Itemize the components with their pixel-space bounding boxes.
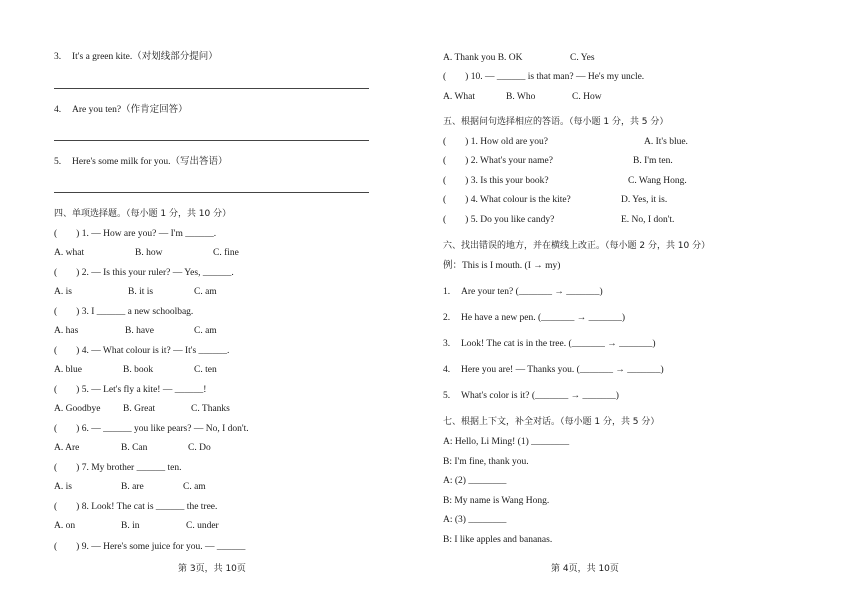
option-c[interactable]: C. am (194, 326, 217, 336)
option-b[interactable]: B. it is (128, 287, 154, 297)
answer-line[interactable] (54, 192, 369, 193)
option-c[interactable]: C. Do (188, 443, 211, 453)
option-b[interactable]: B. Great (123, 404, 156, 414)
section6-title: 六、找出错误的地方，并在横线上改正。（每小题 2 分，共 10 分） (443, 241, 711, 251)
dialogue-line: B: My name is Wang Hong. (443, 496, 550, 506)
section4-title: 四、单项选择题。（每小题 1 分，共 10 分） (54, 209, 232, 219)
option-a[interactable]: A. is (54, 287, 72, 297)
rewrite-item-3: 3. It's a green kite.（对划线部分提问） (54, 52, 218, 62)
rewrite-item-5: 5. Here's some milk for you.（写出答语） (54, 157, 228, 167)
match-answer: E. No, I don't. (621, 215, 675, 225)
option-a[interactable]: A. Goodbye (54, 404, 101, 414)
option-b[interactable]: B. Who (506, 92, 536, 102)
option-c[interactable]: C. How (572, 92, 602, 102)
option-a[interactable]: A. is (54, 482, 72, 492)
option-c[interactable]: C. under (186, 521, 219, 531)
match-question: ( ) 1. How old are you? (443, 137, 549, 147)
question: ( ) 8. Look! The cat is ______ the tree. (54, 502, 218, 512)
option-a[interactable]: A. on (54, 521, 76, 531)
question: ( ) 10. — ______ is that man? — He's my uncle. (443, 72, 645, 82)
dialogue-line: B: I'm fine, thank you. (443, 457, 529, 467)
option-ab[interactable]: A. Thank you B. OK (443, 53, 523, 63)
question: ( ) 3. I ______ a new schoolbag. (54, 307, 194, 317)
option-c[interactable]: C. am (194, 287, 217, 297)
dialogue-line: B: I like apples and bananas. (443, 535, 553, 545)
correction-text[interactable]: Here you are! — Thanks you. (_______ → _______) (461, 365, 664, 375)
match-answer: B. I'm ten. (633, 156, 673, 166)
correction-item-1: 1. Are your ten? (_______ → _______) (443, 287, 603, 297)
option-b[interactable]: B. how (135, 248, 163, 258)
rewrite-item-4: 4. Are you ten?（作肯定回答） (54, 105, 188, 115)
option-c[interactable]: C. fine (213, 248, 239, 258)
correction-item-5: 5. What's color is it? (_______ → _______) (443, 391, 619, 401)
answer-line[interactable] (54, 140, 369, 141)
question: ( ) 7. My brother ______ ten. (54, 463, 182, 473)
correction-item-2: 2. He have a new pen. (_______ → _______) (443, 313, 626, 323)
match-question: ( ) 3. Is this your book? (443, 176, 549, 186)
section7-title: 七、根据上下文，补全对话。（每小题 1 分，共 5 分） (443, 417, 660, 427)
section6-example: 例：This is I mouth. (I → my) (443, 261, 561, 271)
option-b[interactable]: B. book (123, 365, 154, 375)
question: ( ) 2. — Is this your ruler? — Yes, ______. (54, 268, 234, 278)
page-footer: 第 4页，共 10页 (551, 564, 619, 574)
correction-text[interactable]: Are your ten? (_______ → _______) (461, 287, 603, 297)
answer-line[interactable] (54, 88, 369, 89)
dialogue-line[interactable]: A: Hello, Li Ming! (1) ________ (443, 437, 570, 447)
dialogue-line[interactable]: A: (3) ________ (443, 515, 507, 525)
option-a[interactable]: A. Are (54, 443, 80, 453)
option-c[interactable]: C. Thanks (191, 404, 230, 414)
question: ( ) 9. — Here's some juice for you. — ______ (54, 542, 246, 552)
question: ( ) 1. — How are you? — I'm ______. (54, 229, 217, 239)
correction-text[interactable]: What's color is it? (_______ → _______) (461, 391, 619, 401)
right-page (430, 0, 860, 607)
correction-text[interactable]: He have a new pen. (_______ → _______) (461, 313, 626, 323)
rewrite-text: It's a green kite.（对划线部分提问） (72, 52, 218, 62)
match-answer: D. Yes, it is. (621, 195, 668, 205)
correction-item-4: 4. Here you are! — Thanks you. (_______ → _______) (443, 365, 664, 375)
match-question: ( ) 5. Do you like candy? (443, 215, 555, 225)
rewrite-text: Are you ten?（作肯定回答） (72, 105, 188, 115)
match-answer: A. It's blue. (644, 137, 688, 147)
dialogue-line[interactable]: A: (2) ________ (443, 476, 507, 486)
option-c[interactable]: C. am (183, 482, 206, 492)
question: ( ) 6. — ______ you like pears? — No, I don't. (54, 424, 249, 434)
correction-item-3: 3. Look! The cat is in the tree. (_______ → _______) (443, 339, 656, 349)
option-c[interactable]: C. ten (194, 365, 217, 375)
option-a[interactable]: A. blue (54, 365, 82, 375)
option-b[interactable]: B. are (121, 482, 144, 492)
section5-title: 五、根据问句选择相应的答语。（每小题 1 分，共 5 分） (443, 117, 669, 127)
option-a[interactable]: A. What (443, 92, 476, 102)
rewrite-text: Here's some milk for you.（写出答语） (72, 157, 228, 167)
option-b[interactable]: B. in (121, 521, 140, 531)
match-answer: C. Wang Hong. (628, 176, 687, 186)
option-b[interactable]: B. Can (121, 443, 148, 453)
option-c[interactable]: C. Yes (570, 53, 595, 63)
match-question: ( ) 2. What's your name? (443, 156, 553, 166)
option-b[interactable]: B. have (125, 326, 155, 336)
option-a[interactable]: A. has (54, 326, 79, 336)
match-question: ( ) 4. What colour is the kite? (443, 195, 571, 205)
question: ( ) 5. — Let's fly a kite! — ______! (54, 385, 207, 395)
question: ( ) 4. — What colour is it? — It's ______. (54, 346, 230, 356)
correction-text[interactable]: Look! The cat is in the tree. (_______ → _______) (461, 339, 656, 349)
page-footer: 第 3页，共 10页 (178, 564, 246, 574)
option-a[interactable]: A. what (54, 248, 85, 258)
